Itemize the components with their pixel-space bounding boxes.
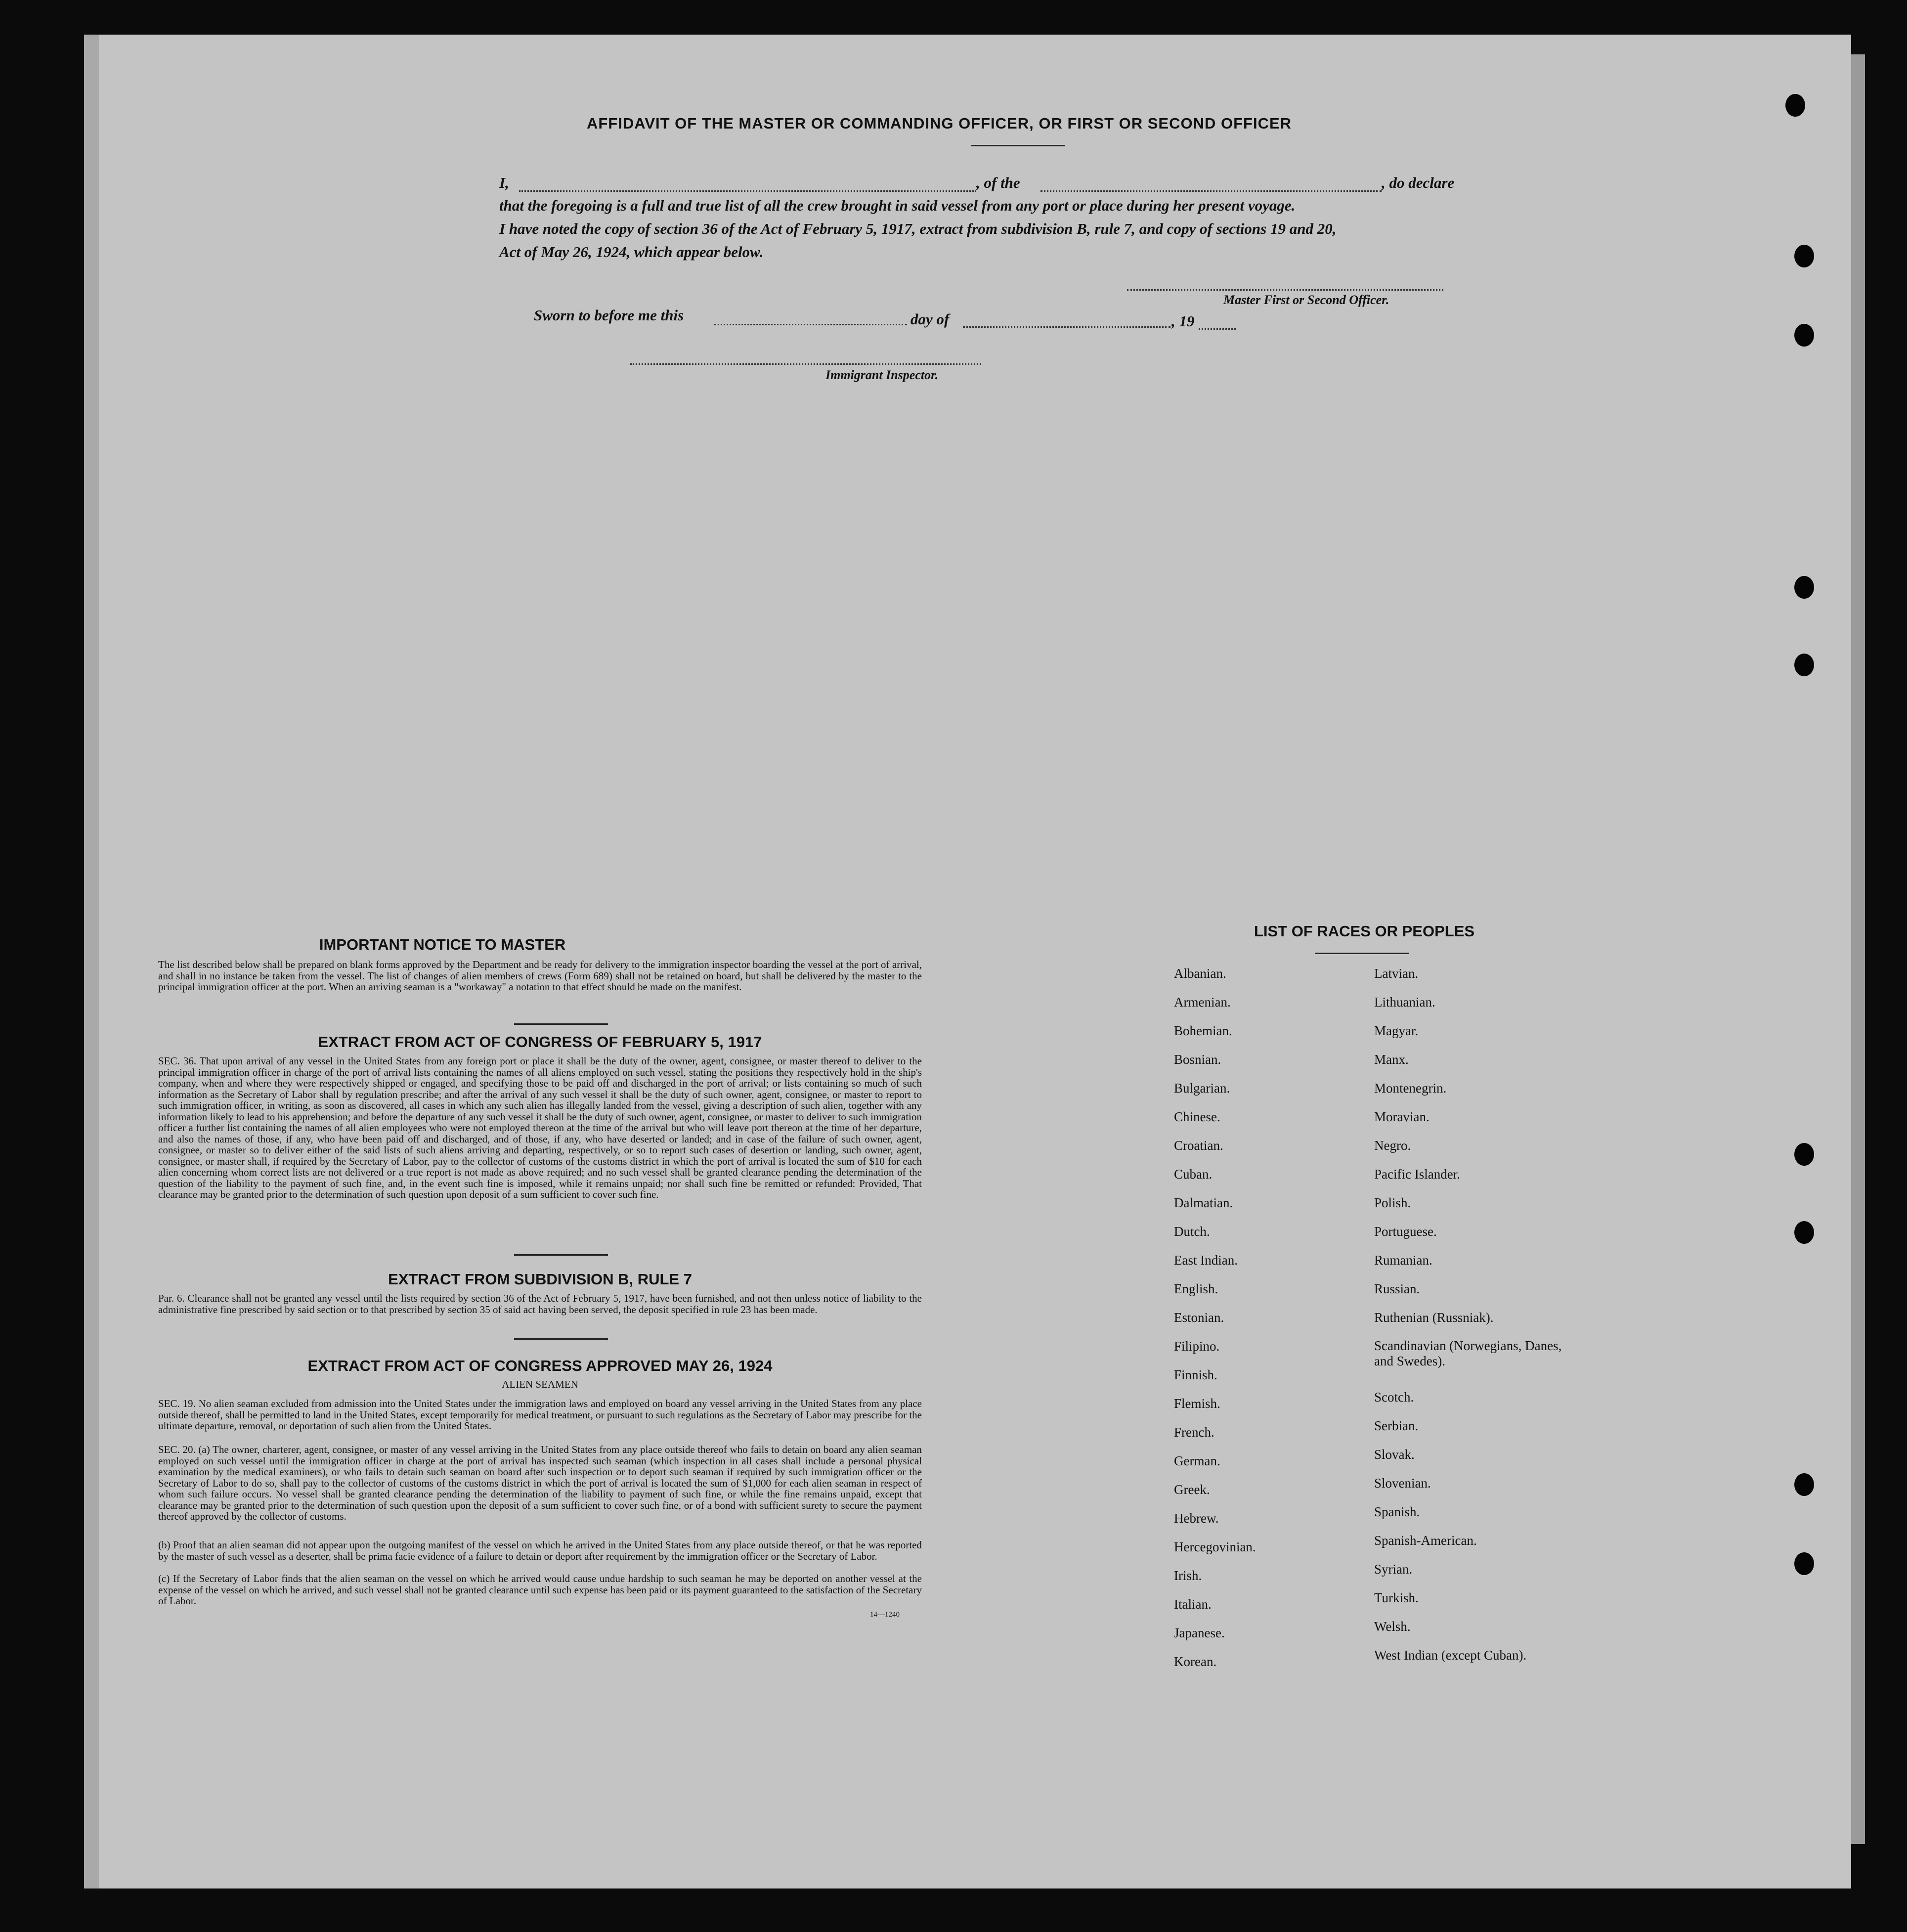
race-item: Portuguese. <box>1374 1224 1437 1239</box>
race-item: Ruthenian (Russniak). <box>1374 1310 1494 1325</box>
race-item: Spanish-American. <box>1374 1533 1477 1548</box>
affidavit-line-2: I have noted the copy of section 36 of the Act of February 5, 1917, extract from subdivision B, rule 7, and copy of sections 19 and 20, <box>499 220 1337 237</box>
race-item: West Indian (except Cuban). <box>1374 1648 1527 1663</box>
race-item: Lithuanian. <box>1374 995 1435 1010</box>
race-item: Scandinavian (Norwegians, Danes, and Swedes). <box>1374 1338 1562 1368</box>
race-item: Polish. <box>1374 1195 1411 1210</box>
race-item: East Indian. <box>1174 1253 1238 1268</box>
race-item: Bosnian. <box>1174 1052 1221 1067</box>
race-item: Korean. <box>1174 1654 1217 1669</box>
race-item: Finnish. <box>1174 1367 1217 1382</box>
form-number: 14—1240 <box>870 1611 900 1619</box>
race-item: Bohemian. <box>1174 1023 1232 1038</box>
affidavit-line-1: that the foregoing is a full and true list of all the crew brought in said vessel from any port or place during her present voyage. <box>499 197 1296 214</box>
race-item: Magyar. <box>1374 1023 1419 1038</box>
races-title: LIST OF RACES OR PEOPLES <box>1254 922 1475 940</box>
binder-hole <box>1794 324 1814 347</box>
binder-hole <box>1794 1143 1814 1166</box>
race-item: Montenegrin. <box>1374 1081 1447 1096</box>
divider <box>971 145 1065 146</box>
race-item: Rumanian. <box>1374 1253 1432 1268</box>
extract-1917-text: SEC. 36. That upon arrival of any vessel in the United States from any foreign port or place it shall be the duty of the owner, agent, consignee, or master thereof to deliver to the principal immigration officer in charge of the port of arrival lists containing the names of all aliens employed on such vessel, stating the positions they respectively hold in the ship's company, when and where they were respectively shipped or engaged, and specifying those to be paid off and discharged in the port of arrival; or lists containing so much of such information as the Secretary of Labor shall by regulation prescribe; and after the arrival of any such vessel it shall be the duty of such owner, agent, consignee, or master to report to such immigration officer, in writing, as soon as discovered, all cases in which any such alien has illegally landed from the vessel, giving a description of such alien, together with any information likely to lead to his apprehension; and before the departure of any such vessel it shall be the duty of such owner, agent, consignee, or master to deliver to such immigration officer a further list containing the names of all alien employees who were not employed thereon at the time of the arrival but who will leave port thereon at the time of her departure, and also the names of those, if any, who have been paid off and discharged, and of those, if any, who have deserted or landed; and in case of the failure of such owner, agent, consignee, or master so to deliver either of the said lists of such aliens arriving and departing, respectively, or so to report such cases of desertion or landing, such owner, agent, consignee, or master shall, if required by the Secretary of Labor, pay to the collector of customs of the customs district in which the port of arrival is located the sum of $10 for each alien concerning whom correct lists are not delivered or a true report is not made as above required; and no such vessel shall be granted clearance pending the determination of the question of the liability to the payment of such fine, and, in the event such fine is imposed, while it remains unpaid; nor shall such fine be remitted or refunded: Provided, That clearance may be granted prior to the determination of such question upon deposit of a sum sufficient to cover such fine. <box>158 1055 922 1200</box>
inspector-label: Immigrant Inspector. <box>825 368 939 382</box>
race-item: Slovenian. <box>1374 1476 1431 1491</box>
race-item: Syrian. <box>1374 1562 1413 1577</box>
race-item: Italian. <box>1174 1597 1212 1612</box>
affidavit-title: AFFIDAVIT OF THE MASTER OR COMMANDING OFFICER, OR FIRST OR SECOND OFFICER <box>586 115 1292 132</box>
race-item: Filipino. <box>1174 1339 1220 1354</box>
race-item: Scotch. <box>1374 1390 1414 1405</box>
race-item: Croatian. <box>1174 1138 1223 1153</box>
alien-seamen-subtitle: ALIEN SEAMEN <box>502 1378 578 1390</box>
races-column-2 <box>1374 959 1572 1669</box>
rule-7-title: EXTRACT FROM SUBDIVISION B, RULE 7 <box>388 1271 692 1288</box>
sworn-month-line <box>963 326 1170 328</box>
race-item: Moravian. <box>1374 1109 1430 1124</box>
sec-20c-text: (c) If the Secretary of Labor finds that the alien seaman on the vessel on which he arrived would cause undue hardship to such seaman he may be deported on another vessel at the expense of the vessel on which he arrived, and such vessel shall not be granted clearance until such expense has been paid or its payment guaranteed to the satisfaction of the Secretary of Labor. <box>158 1573 922 1607</box>
sec-19-text: SEC. 19. No alien seaman excluded from admission into the United States under the immigration laws and employed on board any vessel arriving in the United States from any place outside thereof, shall be permitted to land in the United States, except temporarily for medical treatment, or pursuant to such regulations as the Secretary of Labor may prescribe for the ultimate departure, removal, or deportation of such alien from the United States. <box>158 1398 922 1432</box>
extract-1924-title: EXTRACT FROM ACT OF CONGRESS APPROVED MAY 26, 1924 <box>307 1357 773 1374</box>
master-label: Master First or Second Officer. <box>1223 293 1389 307</box>
page-edge <box>1851 54 1865 1844</box>
race-item: Hercegovinian. <box>1174 1539 1256 1554</box>
race-item: Armenian. <box>1174 995 1231 1010</box>
notice-text: The list described below shall be prepared on blank forms approved by the Department and be ready for delivery to the immigration inspector boarding the vessel at the port of arrival, and shall in no instance be taken from the vessel. The list of changes of alien members of crews (Form 689) shall not be retained on board, but shall be delivered by the master to the principal immigration officer at the port. When an arriving seaman is a "workaway" a notation to that effect should be made on the manifest. <box>158 959 922 993</box>
race-item: Turkish. <box>1374 1590 1419 1605</box>
race-item: Albanian. <box>1174 966 1226 981</box>
race-item: Dalmatian. <box>1174 1195 1233 1210</box>
vessel-line <box>1040 190 1382 192</box>
sec-20a-text: SEC. 20. (a) The owner, charterer, agent, consignee, or master of any vessel arriving in the United States from any place outside thereof who fails to detain on board any alien seaman employed on such vessel until the immigration officer in charge at the port of arrival has inspected such seaman (which inspection in all cases shall include a personal physical examination by the medical examiners), or who fails to detain such seaman on board after such inspection or to deport such seaman if required by such immigration officer or the Secretary of Labor to do so, shall pay to the collector of customs of the customs district in which the port of arrival is located the sum of $1,000 for each alien seaman in respect of whom such failure occurs. No vessel shall be granted clearance pending the determination of the liability to payment of such fine, or while the fine remains unpaid, except that clearance may be granted prior to the determination of such question upon the deposit of a sum sufficient to cover such fine, or of a bond with sufficient surety to secure the payment thereof approved by the collector of customs. <box>158 1444 922 1522</box>
divider <box>514 1254 608 1256</box>
race-item: Slovak. <box>1374 1447 1415 1462</box>
race-item: Welsh. <box>1374 1619 1411 1634</box>
master-signature-line <box>1127 289 1443 291</box>
race-item: German. <box>1174 1453 1220 1468</box>
race-item: Bulgarian. <box>1174 1081 1230 1096</box>
sec-20b-text: (b) Proof that an alien seaman did not appear upon the outgoing manifest of the vessel on which he arrived in the United States from any place outside thereof, or that he was reported by the master of such vessel as a deserter, shall be prima facie evidence of a failure to detain or deport after requirement by the immigration officer or the Secretary of Labor. <box>158 1539 922 1562</box>
race-item: Irish. <box>1174 1568 1202 1583</box>
inspector-signature-line <box>630 363 981 365</box>
race-item: Flemish. <box>1174 1396 1220 1411</box>
race-item: Serbian. <box>1374 1418 1419 1433</box>
divider <box>514 1023 608 1025</box>
race-item: French. <box>1174 1425 1214 1440</box>
divider <box>1315 953 1409 954</box>
sworn-day-line <box>714 324 907 325</box>
race-item: Cuban. <box>1174 1167 1213 1182</box>
divider <box>514 1338 608 1340</box>
race-item: Greek. <box>1174 1482 1210 1497</box>
race-item: Pacific Islander. <box>1374 1167 1460 1182</box>
sworn-label: Sworn to before me this <box>534 307 684 324</box>
binder-hole <box>1794 576 1814 599</box>
races-column-1 <box>1174 959 1256 1676</box>
binder-hole <box>1794 1473 1814 1496</box>
binder-hole <box>1794 245 1814 267</box>
race-item: Japanese. <box>1174 1625 1225 1640</box>
race-item: Latvian. <box>1374 966 1419 981</box>
affidavit-line-3: Act of May 26, 1924, which appear below. <box>499 243 764 261</box>
day-of-label: day of <box>910 310 950 328</box>
binder-hole <box>1794 1552 1814 1575</box>
race-item: Estonian. <box>1174 1310 1224 1325</box>
notice-title: IMPORTANT NOTICE TO MASTER <box>319 936 566 953</box>
race-item: Chinese. <box>1174 1109 1220 1124</box>
race-item: Russian. <box>1374 1281 1420 1296</box>
race-item: Negro. <box>1374 1138 1411 1153</box>
binder-hole <box>1794 654 1814 676</box>
race-item: English. <box>1174 1281 1218 1296</box>
affidavit-i: I, <box>499 174 509 191</box>
binder-hole <box>1785 94 1805 117</box>
race-item: Hebrew. <box>1174 1511 1219 1526</box>
race-item: Spanish. <box>1374 1504 1420 1519</box>
extract-1917-title: EXTRACT FROM ACT OF CONGRESS OF FEBRUARY 5, 1917 <box>318 1033 762 1051</box>
rule-7-text: Par. 6. Clearance shall not be granted any vessel until the lists required by section 36 of the Act of February 5, 1917, have been furnished, and not then unless notice of liability to the administrative fine prescribed by said section or to that prescribed by section 35 of said act having been served, the deposit specified in rule 23 has been made. <box>158 1292 922 1316</box>
year-label: , 19 <box>1171 312 1195 330</box>
name-line <box>519 190 976 192</box>
affidavit-do-declare: , do declare <box>1382 174 1455 191</box>
race-item: Manx. <box>1374 1052 1409 1067</box>
race-item: Dutch. <box>1174 1224 1210 1239</box>
affidavit-of-the: , of the <box>976 174 1020 191</box>
year-line <box>1199 328 1236 330</box>
binder-hole <box>1794 1221 1814 1244</box>
